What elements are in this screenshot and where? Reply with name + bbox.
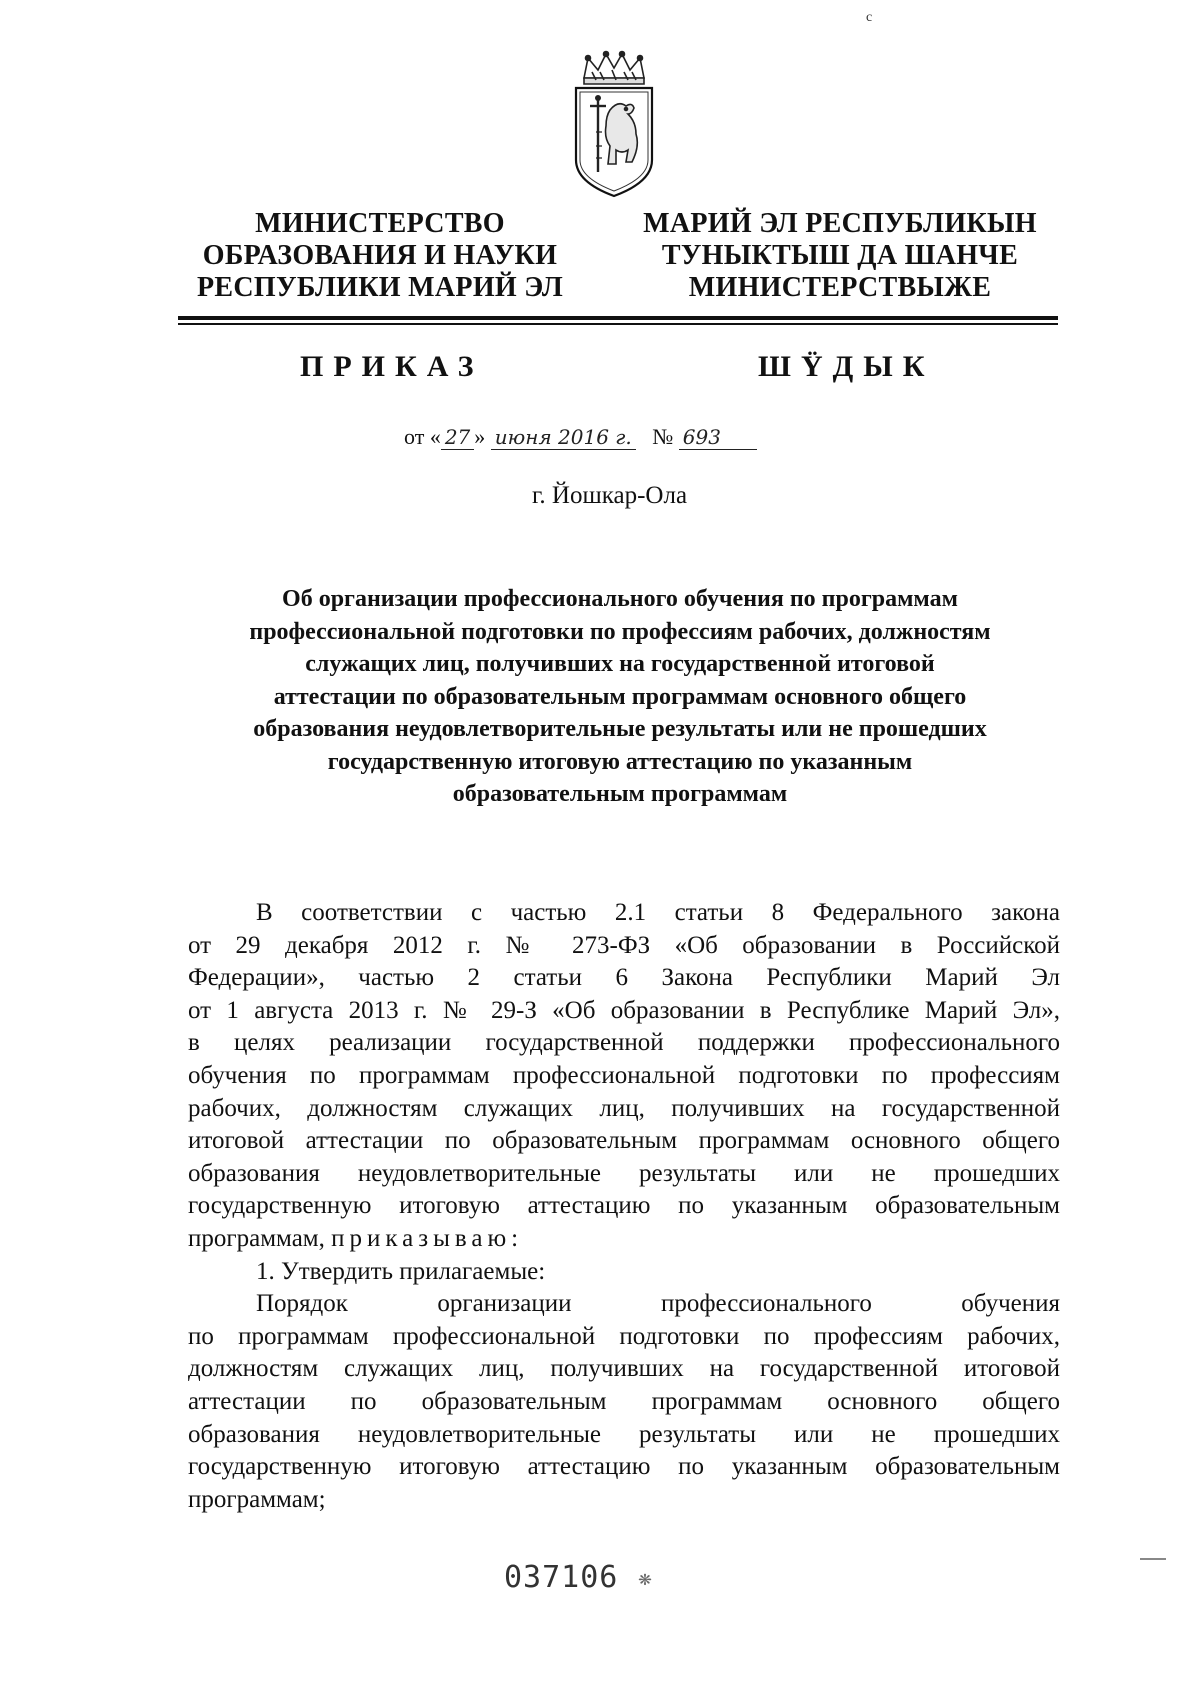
order-subject — [180, 583, 1060, 811]
city: г. Йошкар-Ола — [532, 482, 688, 509]
subject-line: служащих лиц, получивших на государственной итоговой — [305, 651, 935, 677]
serial-value: 037106 — [504, 1560, 619, 1595]
order-line: Порядок организации профессионального обучения — [256, 1290, 1060, 1318]
subject-line: аттестации по образовательным программам основного общего — [273, 683, 967, 710]
body-line: в целях реализации государственной поддержки профессионального — [188, 1029, 1060, 1057]
ministry-name-ru-line: ОБРАЗОВАНИЯ И НАУКИ — [202, 240, 558, 271]
body-line: Федерации», частью 2 статьи 6 Закона Республики Марий Эл — [188, 964, 1060, 992]
order-title-mari: ШŸДЫК — [758, 350, 935, 383]
body-line: рабочих, должностям служащих лиц, получивших на государственной — [188, 1094, 1060, 1122]
body-line: итоговой аттестации по образовательным программам основного общего — [188, 1127, 1060, 1155]
subject-line: государственную итоговую аттестацию по указанным — [327, 748, 913, 775]
prikaz-lead: программам, — [188, 1224, 325, 1252]
order-line: программам; — [188, 1485, 326, 1513]
order-number: 693 — [679, 425, 757, 450]
order-date-line — [404, 424, 757, 450]
ministry-name-ru-line: РЕСПУБЛИКИ МАРИЙ ЭЛ — [197, 272, 563, 303]
ministry-name-mari-line: МИНИСТЕРСТВЫЖЕ — [688, 272, 992, 303]
coat-of-arms-icon — [566, 50, 662, 200]
body-line: от 29 декабря 2012 г. № 273-ФЗ «Об образовании в Российской — [188, 931, 1060, 959]
body-line: обучения по программам профессиональной подготовки по профессиям — [188, 1061, 1060, 1089]
ministry-name-ru-line: МИНИСТЕРСТВО — [255, 208, 505, 239]
date-mid: » — [474, 424, 486, 449]
date-month-year: июня 2016 г. — [491, 425, 636, 450]
prikaz-word: приказываю: — [331, 1224, 524, 1252]
header-divider-thick — [178, 316, 1058, 320]
body-line-prikaz — [188, 1223, 1060, 1256]
order-title-ru: ПРИКАЗ — [300, 350, 484, 383]
margin-mark — [1140, 1558, 1166, 1560]
order-body — [188, 897, 1060, 1516]
body-line: В соответствии с частью 2.1 статьи 8 Федерального закона — [256, 899, 1060, 926]
ministry-name-ru — [190, 208, 570, 304]
item-1: 1. Утвердить прилагаемые: — [256, 1257, 546, 1285]
corner-mark: c — [866, 10, 873, 25]
subject-line: образования неудовлетворительные результаты или не прошедших — [253, 716, 987, 742]
date-prefix: от « — [404, 424, 441, 449]
asterisk-icon: ❋ — [638, 1566, 653, 1591]
order-line: должностям служащих лиц, получивших на государственной итоговой — [188, 1355, 1060, 1383]
subject-line: Об организации профессионального обучения по программам — [282, 586, 958, 612]
ministry-name-mari-line: МАРИЙ ЭЛ РЕСПУБЛИКЫН — [643, 208, 1037, 239]
body-line: от 1 августа 2013 г. № 29-З «Об образовании в Республике Марий Эл», — [188, 996, 1060, 1024]
ministry-name-mari — [630, 208, 1050, 304]
order-line: по программам профессиональной подготовки по профессиям рабочих, — [188, 1322, 1060, 1350]
date-day: 27 — [441, 425, 474, 450]
number-label: № — [652, 424, 674, 449]
body-line: государственную итоговую аттестацию по указанным образовательным — [188, 1192, 1060, 1220]
header-divider-thin — [178, 323, 1058, 325]
order-line: образования неудовлетворительные результаты или не прошедших — [188, 1420, 1060, 1448]
body-line: образования неудовлетворительные результаты или не прошедших — [188, 1159, 1060, 1187]
serial-number — [504, 1560, 653, 1595]
order-line: аттестации по образовательным программам основного общего — [188, 1387, 1060, 1415]
subject-line: профессиональной подготовки по профессиям рабочих, должностям — [249, 618, 991, 645]
order-line: государственную итоговую аттестацию по указанным образовательным — [188, 1453, 1060, 1481]
subject-line: образовательным программам — [452, 781, 788, 807]
ministry-name-mari-line: ТУНЫКТЫШ ДА ШАНЧЕ — [661, 240, 1019, 271]
